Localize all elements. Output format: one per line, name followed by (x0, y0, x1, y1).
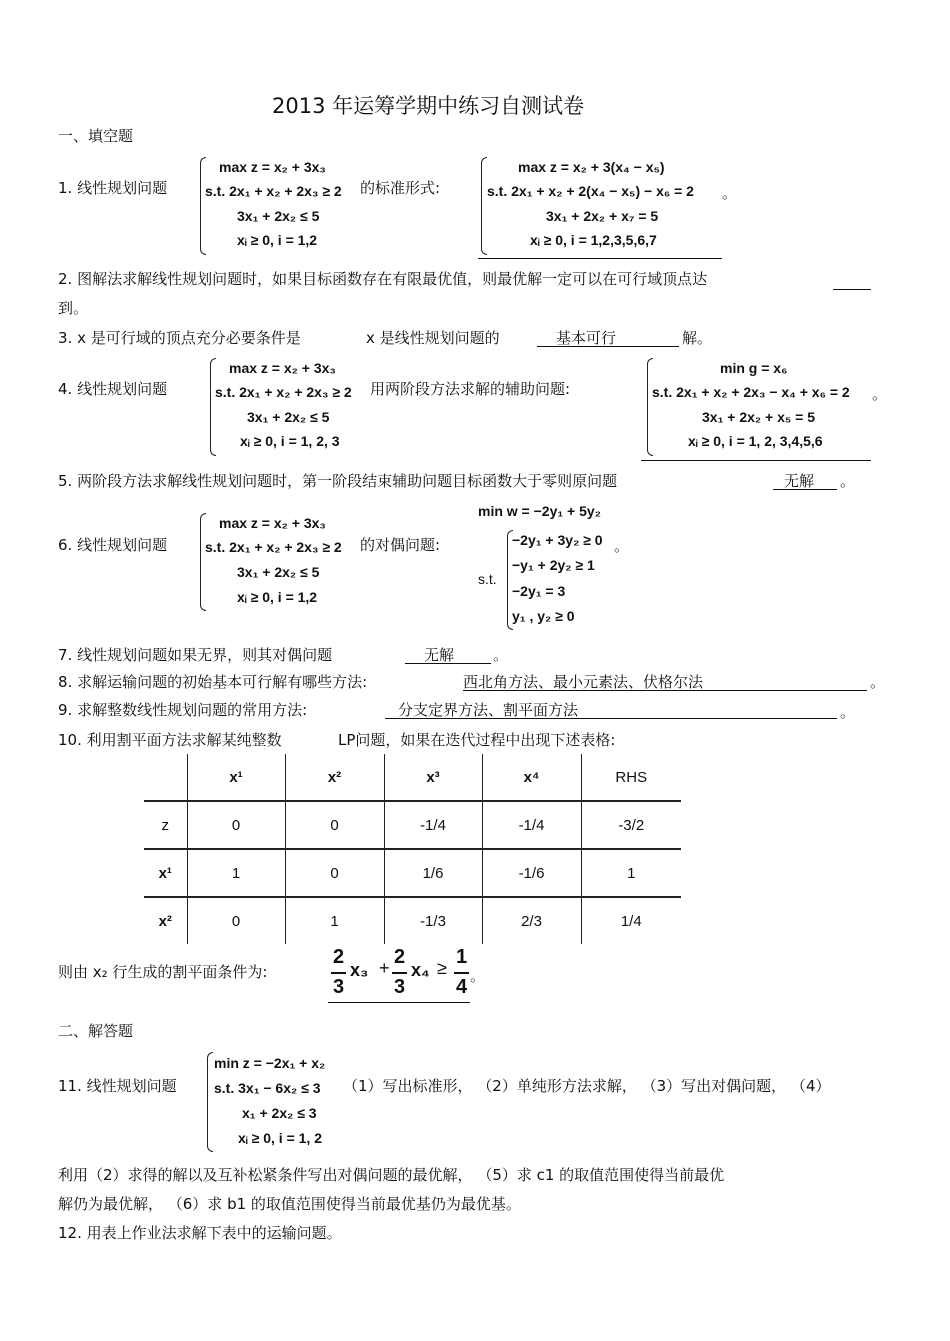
q9-end: 。 (840, 703, 856, 721)
cut-ge: ≥ (437, 958, 447, 978)
q5-answer-underline (773, 489, 837, 490)
cut-den-3: 4 (456, 976, 468, 998)
q4-rhs-line: 3x₁ + 2x₂ + x₅ = 5 (702, 409, 816, 425)
q4-lhs-line: 3x₁ + 2x₂ ≤ 5 (247, 409, 330, 425)
q4-mid: 用两阶段方法求解的辅助问题: (370, 380, 571, 398)
q6-lhs-line: xᵢ ≥ 0, i = 1,2 (237, 589, 318, 605)
q11-line: x₁ + 2x₂ ≤ 3 (242, 1105, 317, 1121)
cut-num-3: 1 (456, 946, 468, 968)
q8-answer-underline (463, 690, 867, 691)
q1-end: 。 (722, 184, 738, 202)
q3-end: 解。 (682, 329, 713, 347)
q1-rhs-line: s.t. 2x₁ + x₂ + 2(x₄ − x₅) − x₆ = 2 (487, 183, 694, 199)
q10-text-cont: LP问题，如果在迭代过程中出现下述表格: (338, 731, 616, 749)
q10-end: 。 (470, 967, 486, 985)
q6-label: 6. 线性规划问题 (58, 536, 168, 554)
q6-end: 。 (614, 537, 630, 555)
q1-lhs-line: max z = x₂ + 3x₃ (219, 159, 326, 175)
q3-mid: x 是线性规划问题的 (366, 329, 500, 347)
q6-rhs-line: −y₁ + 2y₂ ≥ 1 (512, 557, 595, 573)
q7-end: 。 (493, 646, 509, 664)
q4-label: 4. 线性规划问题 (58, 380, 168, 398)
q4-lhs-brace (210, 358, 216, 456)
q4-rhs-line: min g = x₆ (720, 360, 788, 376)
q11-line: min z = −2x₁ + x₂ (214, 1055, 326, 1071)
table-row (144, 801, 681, 849)
table-cell: -1/6 (482, 849, 581, 897)
q2-blank (833, 289, 871, 290)
table-cell: 1 (187, 849, 285, 897)
table-cell: -1/3 (384, 897, 482, 944)
q3-answer-underline (537, 346, 679, 347)
q6-rhs-line: y₁ , y₂ ≥ 0 (512, 608, 575, 624)
q9-answer-underline (385, 718, 837, 719)
q9-answer: 分支定界方法、割平面方法 (398, 701, 579, 719)
q8-end: 。 (870, 673, 886, 691)
table-cell: 0 (187, 897, 285, 944)
q6-rhs-line: −2y₁ + 3y₂ ≥ 0 (512, 532, 603, 548)
cut-num-2: 2 (394, 946, 406, 968)
q11-label: 11. 线性规划问题 (58, 1077, 177, 1095)
cut-var-1: x₃ (350, 960, 369, 980)
table-cell: 1/4 (581, 897, 681, 944)
table-cell: 0 (285, 801, 384, 849)
cut-fraction-bar (454, 972, 469, 974)
cut-num-1: 2 (333, 946, 345, 968)
q8-text: 8. 求解运输问题的初始基本可行解有哪些方法: (58, 673, 368, 691)
q7-text: 7. 线性规划问题如果无界，则其对偶问题 (58, 646, 333, 664)
q11-subq-line: 利用（2）求得的解以及互补松紧条件写出对偶问题的最优解， （5）求 c1 的取值范围使得当前最优 (58, 1166, 725, 1184)
q4-lhs-line: s.t. 2x₁ + x₂ + 2x₃ ≥ 2 (215, 384, 352, 400)
section-answer: 二、解答题 (58, 1022, 134, 1040)
q4-lhs-line: xᵢ ≥ 0, i = 1, 2, 3 (240, 433, 340, 449)
table-cell: 1/6 (384, 849, 482, 897)
q2-text-cont: 到。 (58, 299, 89, 317)
table-cell: x² (158, 912, 172, 930)
q6-lhs-line: 3x₁ + 2x₂ ≤ 5 (237, 564, 320, 580)
q1-mid: 的标准形式: (360, 179, 441, 197)
q6-rhs-line: −2y₁ = 3 (512, 583, 566, 599)
q7-answer: 无解 (424, 646, 455, 664)
cut-den-2: 3 (394, 976, 406, 998)
table-cell: -1/4 (482, 801, 581, 849)
table-header-cell: x³ (384, 754, 482, 801)
q12-text: 12. 用表上作业法求解下表中的运输问题。 (58, 1224, 342, 1242)
q1-lhs-line: xᵢ ≥ 0, i = 1,2 (237, 232, 318, 248)
q11-subq-line: （1）写出标准形， （2）单纯形方法求解， （3）写出对偶问题， （4） (343, 1077, 831, 1095)
table-cell: 1 (581, 849, 681, 897)
q9-text: 9. 求解整数线性规划问题的常用方法: (58, 701, 308, 719)
q11-line: s.t. 3x₁ − 6x₂ ≤ 3 (214, 1080, 321, 1096)
q6-lhs-brace (200, 513, 206, 611)
q4-rhs-line: s.t. 2x₁ + x₂ + 2x₃ − x₄ + x₆ = 2 (652, 384, 850, 400)
q1-rhs-brace (481, 157, 487, 255)
q4-underline (641, 460, 871, 461)
q6-lhs-line: s.t. 2x₁ + x₂ + 2x₃ ≥ 2 (205, 539, 342, 555)
table-header-row (144, 754, 681, 801)
simplex-tableau (144, 754, 681, 944)
q5-text: 5. 两阶段方法求解线性规划问题时，第一阶段结束辅助问题目标函数大于零则原问题 (58, 472, 618, 490)
table-cell: 1 (285, 897, 384, 944)
table-cell: -3/2 (581, 801, 681, 849)
table-header-cell: x⁴ (482, 754, 581, 801)
table-cell (144, 754, 187, 801)
q7-answer-underline (405, 663, 491, 664)
cut-den-1: 3 (333, 976, 345, 998)
q8-answer: 西北角方法、最小元素法、伏格尔法 (463, 673, 704, 691)
q6-lhs-line: max z = x₂ + 3x₃ (219, 515, 326, 531)
q4-end: 。 (872, 385, 888, 403)
q11-brace (207, 1052, 213, 1152)
table-cell: 0 (187, 801, 285, 849)
q1-rhs-line: 3x₁ + 2x₂ + x₇ = 5 (546, 208, 659, 224)
table-cell: -1/4 (384, 801, 482, 849)
q10-after: 则由 x₂ 行生成的割平面条件为: (58, 963, 268, 981)
q5-end: 。 (840, 472, 856, 490)
page-title: 2013 年运筹学期中练习自测试卷 (272, 94, 585, 118)
table-header-cell: RHS (581, 754, 681, 801)
q6-st: s.t. (478, 571, 497, 587)
cut-var-2: x₄ (411, 960, 430, 980)
table-cell: x¹ (158, 864, 172, 882)
q2-text: 2. 图解法求解线性规划问题时，如果目标函数存在有限最优值，则最优解一定可以在可行域顶点达 (58, 270, 708, 288)
q3-answer: 基本可行 (556, 329, 617, 347)
table-header-cell: x¹ (187, 754, 285, 801)
table-cell: z (161, 816, 169, 834)
q3-text: 3. x 是可行域的顶点充分必要条件是 (58, 329, 301, 347)
q1-lhs-line: s.t. 2x₁ + x₂ + 2x₃ ≥ 2 (205, 183, 342, 199)
table-cell: 0 (285, 849, 384, 897)
q1-rhs-line: xᵢ ≥ 0, i = 1,2,3,5,6,7 (530, 232, 657, 248)
table-header-cell: x² (285, 754, 384, 801)
q1-label: 1. 线性规划问题 (58, 179, 168, 197)
q1-rhs-line: max z = x₂ + 3(x₄ − x₅) (518, 159, 665, 175)
cut-fraction-bar (331, 972, 346, 974)
cut-plus: + (379, 958, 390, 978)
q4-rhs-brace (647, 358, 653, 456)
cut-fraction-bar (392, 972, 407, 974)
section-fill-in: 一、填空题 (58, 127, 134, 145)
q11-subq-line: 解仍为最优解， （6）求 b1 的取值范围使得当前最优基仍为最优基。 (58, 1195, 521, 1213)
q1-underline (478, 258, 722, 259)
q10-text: 10. 利用割平面方法求解某纯整数 (58, 731, 282, 749)
table-row (144, 849, 681, 897)
q10-answer-underline (328, 1002, 470, 1003)
q4-rhs-line: xᵢ ≥ 0, i = 1, 2, 3,4,5,6 (688, 433, 823, 449)
q6-mid: 的对偶问题: (360, 536, 441, 554)
q5-answer: 无解 (784, 472, 815, 490)
table-cell: 2/3 (482, 897, 581, 944)
q4-lhs-line: max z = x₂ + 3x₃ (229, 360, 336, 376)
q1-lhs-brace (200, 157, 206, 255)
table-row (144, 897, 681, 944)
q6-dual-objective: min w = −2y₁ + 5y₂ (478, 503, 601, 519)
q11-line: xᵢ ≥ 0, i = 1, 2 (238, 1130, 322, 1146)
q1-lhs-line: 3x₁ + 2x₂ ≤ 5 (237, 208, 320, 224)
